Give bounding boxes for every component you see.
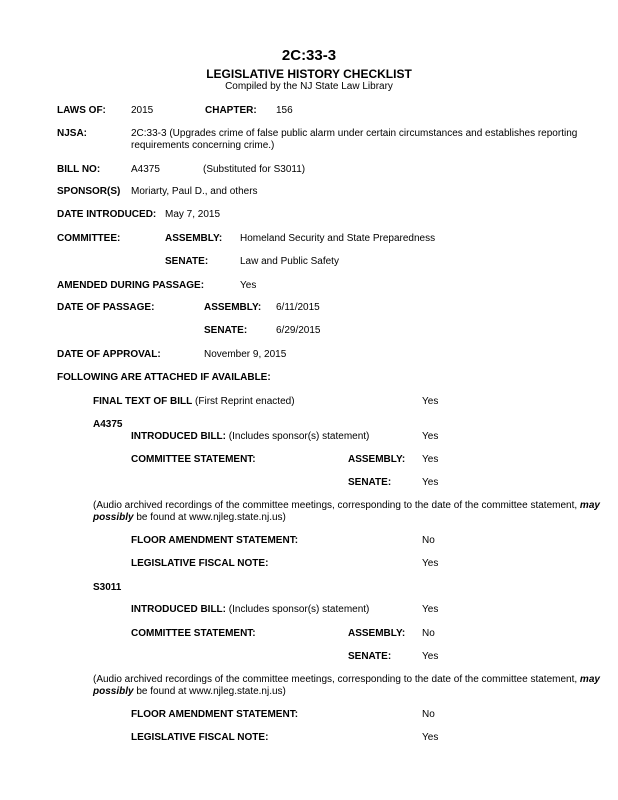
date-introduced-value: May 7, 2015 bbox=[165, 209, 221, 220]
date-of-approval-label: DATE OF APPROVAL: bbox=[57, 349, 161, 360]
sponsor-value: Moriarty, Paul D., and others bbox=[131, 186, 258, 197]
passage-assembly-value: 6/11/2015 bbox=[276, 302, 320, 313]
final-text-label: FINAL TEXT OF BILL bbox=[93, 396, 193, 407]
page-subtitle: LEGISLATIVE HISTORY CHECKLIST bbox=[206, 67, 412, 81]
a4375-assembly-label: ASSEMBLY: bbox=[348, 454, 406, 465]
bill-no-label: BILL NO: bbox=[57, 164, 101, 175]
a4375-senate-value: Yes bbox=[422, 477, 439, 488]
audio-note-emphasis: may possibly bbox=[93, 674, 600, 697]
laws-of-label: LAWS OF: bbox=[57, 105, 106, 116]
audio-note-text-end: be found at www.njleg.state.nj.us) bbox=[133, 512, 286, 523]
audio-note-text: (Audio archived recordings of the committee meetings, corresponding to the date of the committee statement, bbox=[93, 500, 580, 511]
page-title: 2C:33-3 bbox=[281, 47, 337, 64]
a4375-heading: A4375 bbox=[93, 419, 123, 430]
a4375-committee-label: COMMITTEE STATEMENT: bbox=[131, 454, 256, 465]
committee-senate-label: SENATE: bbox=[165, 256, 209, 267]
amended-value: Yes bbox=[240, 280, 257, 291]
passage-senate-label: SENATE: bbox=[204, 325, 248, 336]
s3011-senate-label: SENATE: bbox=[348, 651, 392, 662]
s3011-introduced-row bbox=[131, 604, 369, 616]
njsa-label: NJSA: bbox=[57, 128, 88, 139]
bill-no-value: A4375 bbox=[131, 164, 160, 175]
final-text-note: (First Reprint enacted) bbox=[195, 396, 295, 407]
a4375-introduced-value: Yes bbox=[422, 431, 439, 442]
njsa-value: 2C:33-3 (Upgrades crime of false public alarm under certain circumstances and establishes reporting requirements concerning crime.) bbox=[131, 128, 578, 151]
s3011-senate-value: Yes bbox=[422, 651, 439, 662]
passage-senate-value: 6/29/2015 bbox=[276, 325, 321, 336]
s3011-assembly-value: No bbox=[422, 628, 435, 639]
passage-assembly-label: ASSEMBLY: bbox=[204, 302, 262, 313]
s3011-floor-label: FLOOR AMENDMENT STATEMENT: bbox=[131, 709, 299, 720]
s3011-committee-label: COMMITTEE STATEMENT: bbox=[131, 628, 256, 639]
date-introduced-label: DATE INTRODUCED: bbox=[57, 209, 157, 220]
audio-note-2 bbox=[93, 674, 609, 698]
a4375-floor-value: No bbox=[422, 535, 435, 546]
committee-assembly-label: ASSEMBLY: bbox=[165, 233, 223, 244]
s3011-introduced-note: (Includes sponsor(s) statement) bbox=[228, 604, 370, 615]
s3011-floor-value: No bbox=[422, 709, 435, 720]
audio-note-text-end: be found at www.njleg.state.nj.us) bbox=[133, 686, 286, 697]
date-of-approval-value: November 9, 2015 bbox=[204, 349, 287, 360]
compiled-by: Compiled by the NJ State Law Library bbox=[225, 81, 393, 92]
a4375-fiscal-value: Yes bbox=[422, 558, 439, 569]
s3011-fiscal-value: Yes bbox=[422, 732, 439, 743]
a4375-introduced-note: (Includes sponsor(s) statement) bbox=[228, 431, 370, 442]
a4375-floor-label: FLOOR AMENDMENT STATEMENT: bbox=[131, 535, 299, 546]
amended-label: AMENDED DURING PASSAGE: bbox=[57, 280, 205, 291]
s3011-heading: S3011 bbox=[93, 582, 122, 593]
laws-of-value: 2015 bbox=[131, 105, 154, 116]
s3011-introduced-value: Yes bbox=[422, 604, 439, 615]
committee-label: COMMITTEE: bbox=[57, 233, 121, 244]
attached-heading: FOLLOWING ARE ATTACHED IF AVAILABLE: bbox=[57, 372, 271, 383]
sponsor-label: SPONSOR(S) bbox=[57, 186, 121, 197]
a4375-fiscal-label: LEGISLATIVE FISCAL NOTE: bbox=[131, 558, 269, 569]
audio-note-1 bbox=[93, 500, 609, 524]
audio-note-emphasis: may possibly bbox=[93, 500, 600, 523]
date-of-passage-label: DATE OF PASSAGE: bbox=[57, 302, 155, 313]
committee-assembly-value: Homeland Security and State Preparedness bbox=[240, 233, 436, 244]
a4375-assembly-value: Yes bbox=[422, 454, 439, 465]
a4375-introduced-row bbox=[131, 431, 369, 443]
bill-substituted: (Substituted for S3011) bbox=[203, 164, 306, 175]
audio-note-text: (Audio archived recordings of the committee meetings, corresponding to the date of the committee statement, bbox=[93, 674, 580, 685]
chapter-value: 156 bbox=[276, 105, 293, 116]
a4375-introduced-label: INTRODUCED BILL: bbox=[131, 431, 226, 442]
s3011-fiscal-label: LEGISLATIVE FISCAL NOTE: bbox=[131, 732, 269, 743]
s3011-introduced-label: INTRODUCED BILL: bbox=[131, 604, 226, 615]
committee-senate-value: Law and Public Safety bbox=[240, 256, 339, 267]
chapter-label: CHAPTER: bbox=[205, 105, 257, 116]
final-text-row bbox=[93, 396, 295, 408]
final-text-value: Yes bbox=[422, 396, 439, 407]
s3011-assembly-label: ASSEMBLY: bbox=[348, 628, 406, 639]
a4375-senate-label: SENATE: bbox=[348, 477, 392, 488]
